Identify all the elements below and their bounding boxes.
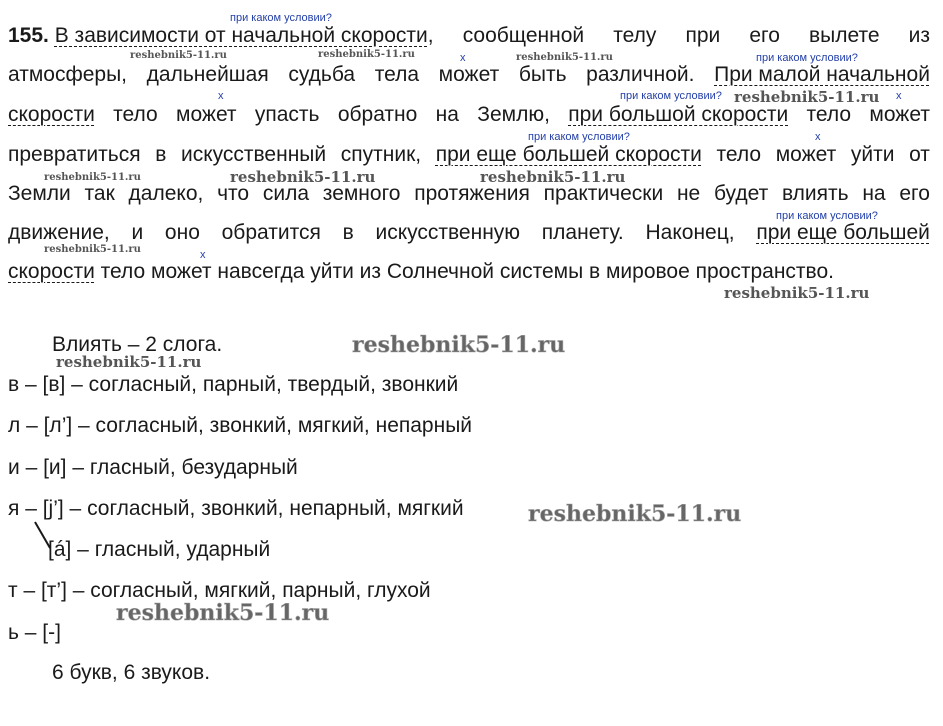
watermark: reshebnik5-11.ru (352, 332, 566, 358)
word: планету. (541, 221, 624, 244)
underlined-phrase: скорости (8, 260, 95, 283)
underlined-phrase: При малой начальной (714, 63, 930, 86)
underlined-phrase: при еще большей скорости (435, 143, 702, 166)
x-mark: х (896, 90, 902, 102)
x-mark: х (218, 90, 224, 102)
question-note: при каком условии? (528, 131, 630, 143)
watermark: reshebnik5-11.ru (56, 353, 202, 371)
text-line-5 (8, 182, 930, 206)
word: дальнейшая (146, 63, 269, 86)
word: атмосферы, (8, 63, 128, 86)
text-line-7 (8, 260, 834, 284)
word: Наконец, (645, 221, 735, 244)
watermark: reshebnik5-11.ru (318, 49, 415, 60)
word: будет (713, 182, 769, 205)
underlined-phrase: при еще большей (756, 221, 930, 244)
line-7-rest: тело может навсегда уйти из Солнечной системы в мировое пространство. (94, 260, 834, 283)
word: быть (518, 63, 567, 86)
watermark: reshebnik5-11.ru (44, 172, 141, 183)
analysis-row: [á] – гласный, ударный (48, 538, 271, 561)
word: судьба (288, 63, 356, 86)
question-note: при каком условии? (756, 52, 858, 64)
word: сила (262, 182, 310, 205)
question-note: при каком условии? (230, 12, 332, 24)
analysis-row: л – [л’] – согласный, звонкий, мягкий, непарный (8, 414, 473, 437)
underlined-phrase: скорости (8, 103, 95, 126)
word: может (775, 143, 837, 166)
text-line-6 (8, 221, 930, 245)
word: движение, (8, 221, 110, 244)
word: не (676, 182, 701, 205)
word: обратится (221, 221, 321, 244)
word: его (749, 24, 780, 47)
word: практически (543, 182, 664, 205)
word: Земли (8, 182, 71, 205)
word: искусственную (375, 221, 521, 244)
analysis-row: в – [в] – согласный, парный, твердый, звонкий (8, 373, 459, 396)
analysis-row: и – [и] – гласный, безударный (8, 456, 298, 479)
text-line-1: 155. В зависимости от начальной скорости, сообщенной телу при его вылете из (8, 24, 930, 47)
word: может (176, 103, 237, 126)
watermark: reshebnik5-11.ru (734, 88, 880, 106)
word: телу (613, 24, 657, 47)
word: в (342, 221, 354, 244)
word: на (862, 182, 886, 205)
analysis-heading: Влиять – 2 слога. (52, 333, 223, 356)
watermark: reshebnik5-11.ru (116, 600, 330, 626)
watermark: reshebnik5-11.ru (130, 50, 227, 61)
watermark: reshebnik5-11.ru (230, 168, 376, 186)
watermark: reshebnik5-11.ru (516, 52, 613, 63)
watermark: reshebnik5-11.ru (44, 244, 141, 255)
word: при (685, 24, 721, 47)
word: различной. (586, 63, 695, 86)
x-mark: х (460, 52, 466, 64)
text-line-3 (8, 103, 930, 127)
word: и (131, 221, 144, 244)
word: тело (716, 143, 762, 166)
word: обратно (337, 103, 418, 126)
word: оно (164, 221, 200, 244)
underlined-phrase: при большой скорости (568, 103, 789, 126)
word: тела (374, 63, 420, 86)
question-note: при каком условии? (776, 210, 878, 222)
analysis-row: я – [j’] – согласный, звонкий, непарный, мягкий (8, 497, 464, 520)
analysis-row: т – [т’] – согласный, мягкий, парный, глухой (8, 579, 431, 602)
watermark: reshebnik5-11.ru (528, 501, 742, 527)
x-mark: х (815, 131, 821, 143)
word: что (217, 182, 250, 205)
word: далеко, (128, 182, 204, 205)
word: тело (113, 103, 158, 126)
word: его (899, 182, 930, 205)
exercise-number: 155. (8, 24, 49, 47)
word: Землю, (477, 103, 550, 126)
word: может (438, 63, 500, 86)
watermark: reshebnik5-11.ru (480, 168, 626, 186)
word: так (84, 182, 115, 205)
word: в (155, 143, 167, 166)
word: из (908, 24, 930, 47)
analysis-row: ь – [-] (8, 621, 61, 644)
x-mark: х (200, 249, 206, 261)
watermark: reshebnik5-11.ru (724, 284, 870, 302)
word: земного (322, 182, 401, 205)
text-line-2 (8, 63, 930, 87)
word: от (909, 143, 930, 166)
word: тело (806, 103, 852, 126)
underlined-phrase: В зависимости от начальной скорости (54, 24, 428, 47)
word: уйти (850, 143, 895, 166)
analysis-summary: 6 букв, 6 звуков. (52, 661, 211, 684)
word: может (869, 103, 930, 126)
word: на (435, 103, 459, 126)
word: сообщенной (462, 24, 585, 47)
word: искусственный (180, 143, 327, 166)
word: превратиться (8, 143, 141, 166)
question-note: при каком условии? (620, 90, 722, 102)
word: спутник, (340, 143, 422, 166)
word: влиять (781, 182, 849, 205)
word: вылете (808, 24, 880, 47)
word: протяжения (414, 182, 530, 205)
word: упасть (254, 103, 320, 126)
text-line-4 (8, 143, 930, 167)
